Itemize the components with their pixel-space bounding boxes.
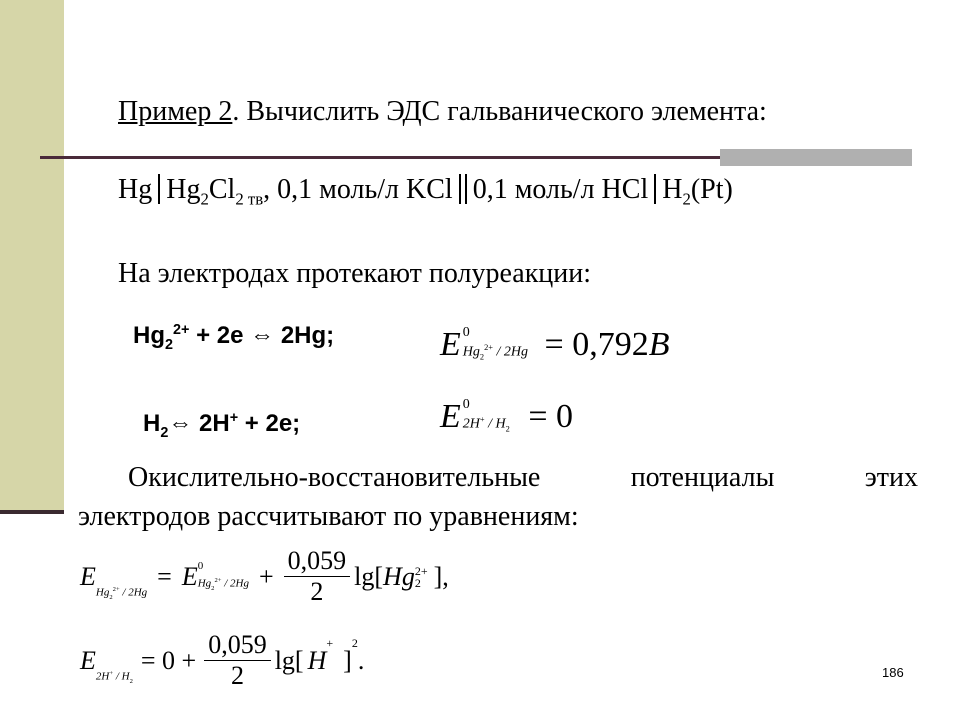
e1-e0-subs: 0 $Hg_2^{2+} / 2Hg$ xyxy=(197,559,249,592)
sidebar-divider xyxy=(0,510,64,514)
page-number: 186 xyxy=(882,665,904,680)
cell-hcl: 0,1 моль/л HCl xyxy=(472,174,649,205)
e1-lg: lg[ xyxy=(354,561,384,591)
e1-eq: = xyxy=(157,561,172,591)
p2-sub-rest: / H xyxy=(484,416,506,432)
e1-plus: + xyxy=(258,561,274,591)
accent-bar xyxy=(720,149,912,166)
salt-bridge-right xyxy=(465,174,467,204)
p2-subscript xyxy=(463,416,510,434)
e2-h: H xyxy=(307,645,327,675)
cell-kcl: , 0,1 моль/л KCl xyxy=(263,174,453,205)
e1-sub: $Hg_2^{2+} / 2Hg$ xyxy=(95,586,148,601)
e2-den: 2 xyxy=(230,661,244,690)
p1-sub: Hg xyxy=(462,344,480,360)
reaction-h xyxy=(143,410,300,441)
sidebar-decoration xyxy=(0,0,64,510)
e2-num: 0,059 xyxy=(204,630,271,661)
word: Окислительно-восстановительные xyxy=(128,462,541,493)
e2-sub: $2H^+ / H_2$ xyxy=(95,670,133,685)
salt-bridge-left xyxy=(459,174,461,204)
e2-eq: = 0 + xyxy=(140,645,197,675)
p2-subs xyxy=(463,398,510,434)
e2-fraction xyxy=(204,630,271,691)
e2-dot: . xyxy=(357,645,365,675)
sub: 2 тв xyxy=(235,189,264,209)
pt: (Pt) xyxy=(690,174,733,205)
nernst-equation-h xyxy=(80,630,364,691)
r1-rest2: 2Hg; xyxy=(274,322,335,349)
title-rest: . Вычислить ЭДС гальванического элемента: xyxy=(232,96,767,127)
r2-sub: 2 xyxy=(160,424,169,441)
p1-zero: 0 xyxy=(462,325,470,340)
r1-sup: 2+ xyxy=(173,322,190,338)
e2-tail: ] xyxy=(343,645,352,675)
half-reactions-label: На электродах протекают полуреакции: xyxy=(118,258,592,289)
e1-den: 2 xyxy=(310,577,324,606)
e1-e0: E xyxy=(181,561,198,591)
e1-tail: ], xyxy=(433,561,449,591)
e1-fraction xyxy=(284,546,351,607)
nernst-equation-hg xyxy=(80,546,449,607)
paragraph-line1 xyxy=(128,462,918,494)
standard-potential-hg xyxy=(440,326,669,364)
e1-hg: Hg xyxy=(383,561,415,591)
word: этих xyxy=(864,462,918,493)
r1-hg: Hg xyxy=(133,322,165,349)
reaction-hg xyxy=(133,322,334,353)
cell-scheme xyxy=(118,174,733,210)
cl: Cl xyxy=(208,174,236,205)
p1-unit: B xyxy=(648,326,670,363)
p2-eq: = 0 xyxy=(528,398,574,435)
r2-rest: 2H xyxy=(192,410,230,437)
word: потенциалы xyxy=(630,462,775,493)
cell-h2: H xyxy=(662,174,683,205)
e2-e: E xyxy=(80,645,96,675)
e2-lg: lg[ xyxy=(274,645,304,675)
r2-rest2: + 2e; xyxy=(238,410,301,437)
p2-sub-rest2: 2 xyxy=(505,424,510,434)
e1-hg-subs: 2+ 2 xyxy=(414,563,428,590)
paragraph-line2: электродов рассчитывают по уравнениям: xyxy=(78,501,579,532)
e2-h-sup: + xyxy=(326,636,334,650)
phase-boundary xyxy=(158,174,160,204)
p2-sub: 2H xyxy=(462,416,480,432)
cell-hg: Hg xyxy=(118,174,153,205)
p1-sub2: 2 xyxy=(479,352,485,362)
e1-num: 0,059 xyxy=(284,546,351,577)
p1-eq: = 0,792 xyxy=(544,326,649,363)
p2-zero: 0 xyxy=(462,397,470,412)
cell-hg2cl2: Hg xyxy=(166,174,201,205)
equilibrium-arrow-icon: ⇔ xyxy=(250,322,275,349)
p2-sub-sup: + xyxy=(479,415,485,424)
phase-boundary xyxy=(654,174,656,204)
p1-sub-sup: 2+ xyxy=(484,343,494,352)
e2-tail-sup: 2 xyxy=(351,636,358,650)
equilibrium-arrow-icon: ⇔ xyxy=(168,410,193,437)
title-prefix: Пример 2 xyxy=(118,96,233,127)
e1-e: E xyxy=(80,561,96,591)
sub: 2 xyxy=(682,189,691,209)
p1-e: E xyxy=(440,326,461,363)
p2-e: E xyxy=(440,398,461,435)
p1-sub-rest: / 2Hg xyxy=(493,344,529,360)
sub: 2 xyxy=(200,189,209,209)
standard-potential-h xyxy=(440,398,573,436)
r2-h: H xyxy=(143,410,161,437)
slide-title xyxy=(118,96,767,128)
p1-subs xyxy=(463,326,528,362)
r2-sup: + xyxy=(229,410,239,426)
r1-rest: + 2e xyxy=(189,322,251,349)
p1-subscript xyxy=(463,344,528,362)
r1-sub: 2 xyxy=(165,336,174,353)
